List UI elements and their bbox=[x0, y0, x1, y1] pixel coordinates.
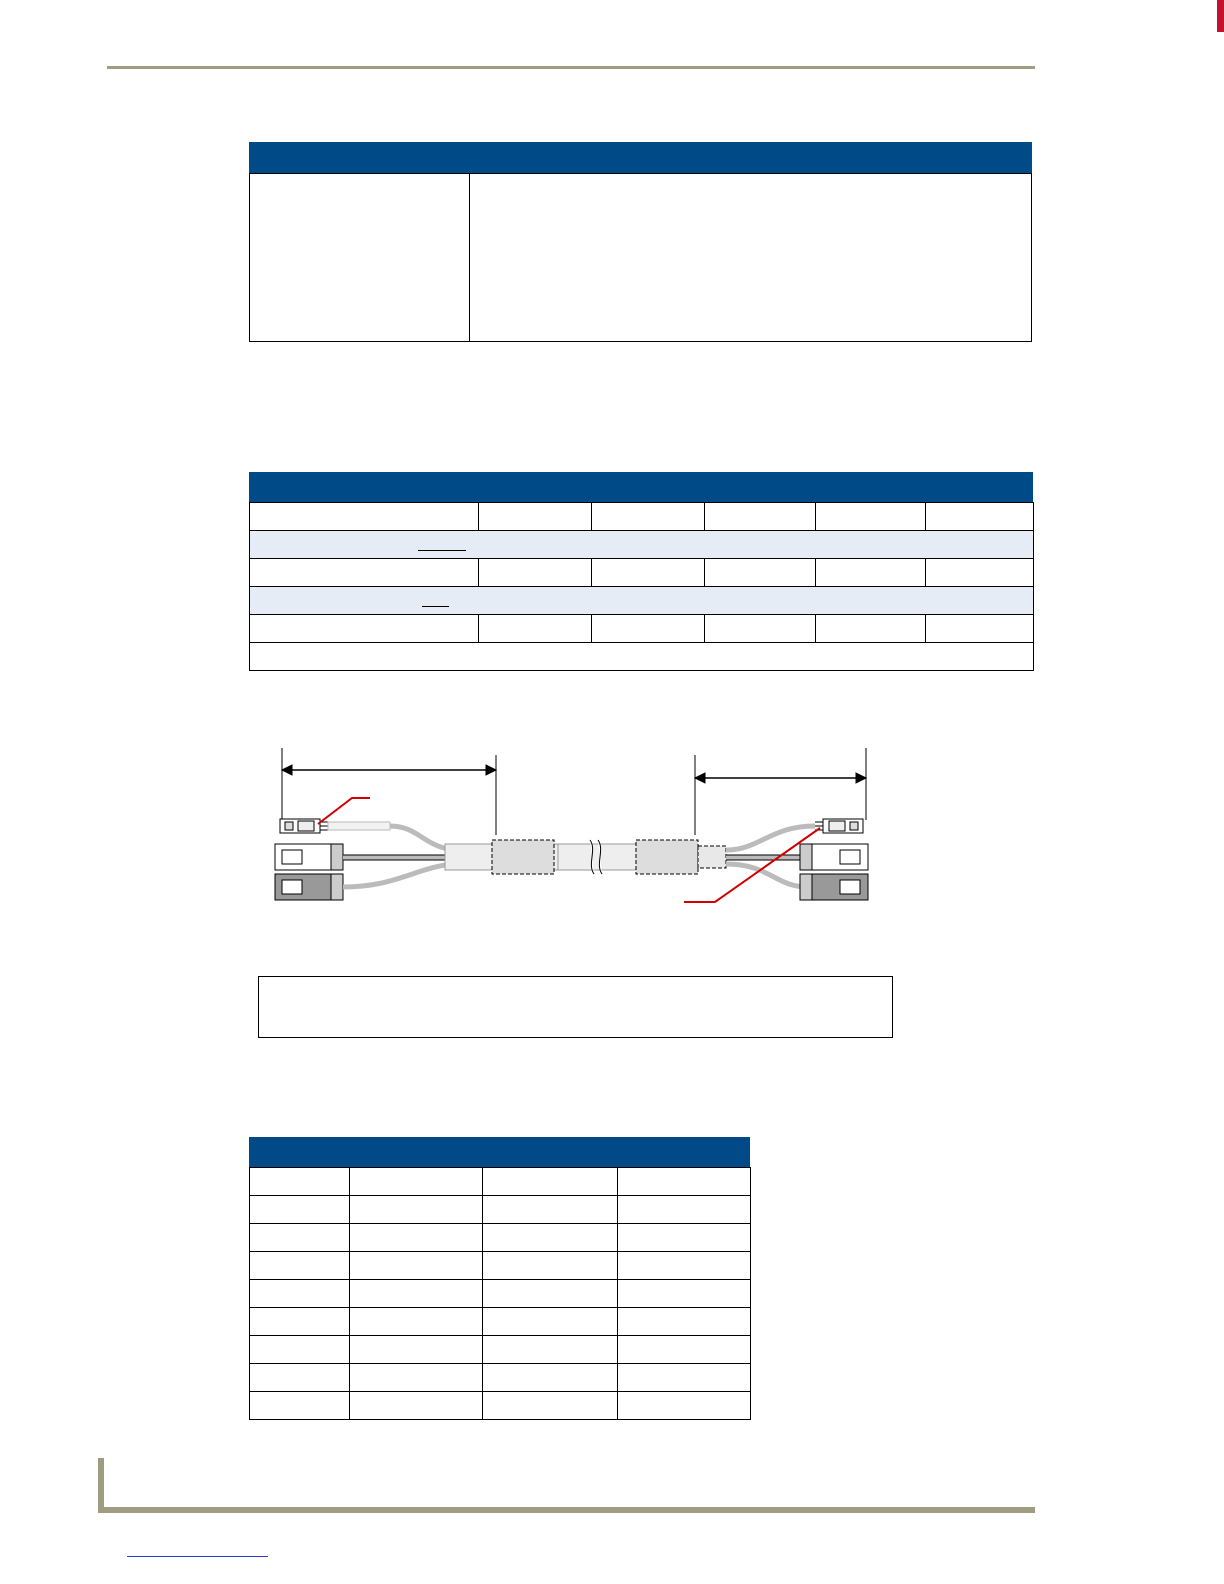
table-cell bbox=[816, 615, 926, 643]
table-cell bbox=[250, 1224, 350, 1252]
table-cell bbox=[618, 1224, 751, 1252]
specs-table-body bbox=[249, 173, 1032, 342]
table-cell bbox=[350, 1280, 483, 1308]
table-cell bbox=[483, 1336, 618, 1364]
table-cell bbox=[479, 503, 592, 531]
section-cell bbox=[250, 531, 1034, 559]
table-cell bbox=[250, 1392, 350, 1420]
table-cell bbox=[618, 1280, 751, 1308]
table-cell bbox=[592, 503, 705, 531]
table-row bbox=[250, 1196, 751, 1224]
table-footer-row bbox=[250, 643, 1034, 671]
table-cell bbox=[350, 1224, 483, 1252]
table-cell bbox=[350, 1308, 483, 1336]
table-cell bbox=[350, 1392, 483, 1420]
table-cell bbox=[618, 1392, 751, 1420]
table-cell bbox=[618, 1252, 751, 1280]
table-row bbox=[250, 1224, 751, 1252]
table-cell bbox=[705, 559, 816, 587]
table-cell bbox=[926, 559, 1034, 587]
table-cell bbox=[350, 1336, 483, 1364]
table-row bbox=[250, 615, 1034, 643]
table-row bbox=[250, 1280, 751, 1308]
table-cell bbox=[618, 1168, 751, 1196]
right-small-connector bbox=[815, 819, 863, 833]
table-cell bbox=[592, 615, 705, 643]
table-cell bbox=[618, 1196, 751, 1224]
table-cell bbox=[350, 1252, 483, 1280]
page-edge-tab bbox=[1217, 0, 1224, 32]
table-cell bbox=[592, 559, 705, 587]
table-cell bbox=[350, 1364, 483, 1392]
note-box bbox=[258, 976, 893, 1038]
left-wires bbox=[343, 826, 460, 887]
table-cell bbox=[250, 1280, 350, 1308]
table-cell bbox=[250, 559, 479, 587]
right-rj45-connector-light bbox=[800, 844, 868, 870]
section-row bbox=[250, 587, 1034, 615]
table-cell bbox=[483, 1196, 618, 1224]
table-cell bbox=[250, 1168, 350, 1196]
table-row bbox=[250, 1168, 751, 1196]
cable-table bbox=[249, 502, 1034, 671]
table-cell bbox=[483, 1392, 618, 1420]
table-cell bbox=[483, 1168, 618, 1196]
table-cell bbox=[479, 559, 592, 587]
main-cable bbox=[445, 840, 726, 874]
table-cell bbox=[479, 615, 592, 643]
table-cell bbox=[250, 1336, 350, 1364]
left-small-connector bbox=[280, 819, 390, 833]
footer-link-underline[interactable] bbox=[127, 1556, 268, 1557]
table-cell bbox=[618, 1364, 751, 1392]
footer-note-cell bbox=[250, 643, 1034, 671]
underline-mark bbox=[418, 550, 466, 551]
pinout-table bbox=[249, 1167, 751, 1420]
table-cell bbox=[816, 559, 926, 587]
footer-vertical-rule bbox=[98, 1458, 104, 1513]
table-cell bbox=[618, 1308, 751, 1336]
table-cell bbox=[926, 615, 1034, 643]
table-cell bbox=[250, 1196, 350, 1224]
left-rj45-connector-dark bbox=[275, 874, 343, 900]
cable-table-header bbox=[249, 472, 1033, 502]
table-cell bbox=[250, 1364, 350, 1392]
table-cell bbox=[250, 615, 479, 643]
section-cell bbox=[250, 587, 1034, 615]
table-cell bbox=[705, 615, 816, 643]
underline-mark bbox=[422, 606, 449, 607]
specs-table-divider bbox=[469, 173, 470, 342]
table-row bbox=[250, 503, 1034, 531]
table-cell bbox=[483, 1308, 618, 1336]
pinout-table-header bbox=[249, 1137, 750, 1167]
cable-diagram bbox=[260, 740, 900, 920]
table-row bbox=[250, 1252, 751, 1280]
table-cell bbox=[926, 503, 1034, 531]
table-cell bbox=[816, 503, 926, 531]
specs-table-header bbox=[249, 142, 1032, 173]
table-row bbox=[250, 1308, 751, 1336]
table-cell bbox=[350, 1196, 483, 1224]
section-row bbox=[250, 531, 1034, 559]
table-cell bbox=[250, 503, 479, 531]
footer-rule bbox=[98, 1507, 1035, 1513]
table-cell bbox=[618, 1336, 751, 1364]
table-cell bbox=[250, 1308, 350, 1336]
table-cell bbox=[483, 1364, 618, 1392]
table-row bbox=[250, 1336, 751, 1364]
table-cell bbox=[350, 1168, 483, 1196]
header-rule bbox=[107, 66, 1035, 69]
right-rj45-connector-dark bbox=[800, 874, 868, 900]
table-row bbox=[250, 1392, 751, 1420]
table-row bbox=[250, 1364, 751, 1392]
left-callout-line bbox=[318, 798, 370, 824]
table-cell bbox=[483, 1280, 618, 1308]
table-cell bbox=[483, 1252, 618, 1280]
table-cell bbox=[250, 1252, 350, 1280]
table-cell bbox=[483, 1224, 618, 1252]
left-rj45-connector-light bbox=[275, 844, 343, 870]
table-row bbox=[250, 559, 1034, 587]
table-cell bbox=[705, 503, 816, 531]
